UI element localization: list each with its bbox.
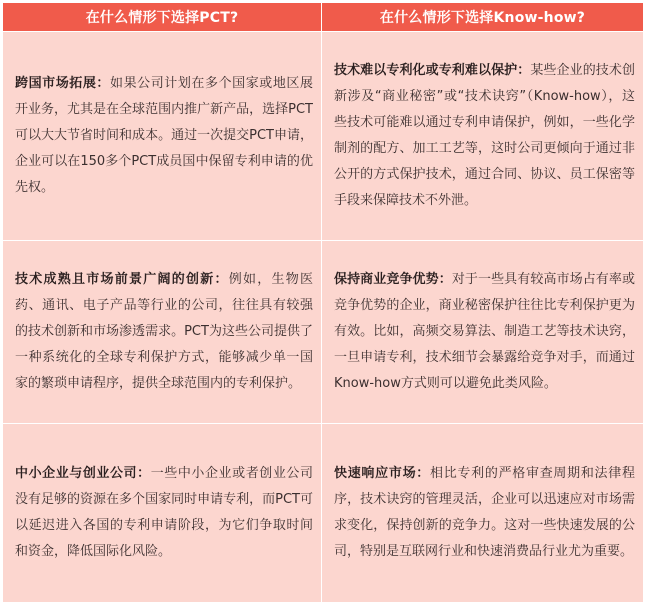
comparison-table	[2, 2, 644, 603]
header-knowhow: 在什么情形下选择Know-how?	[322, 3, 644, 32]
cell-text: 对于一些具有较高市场占有率或竞争优势的企业，商业秘密保护往往比专利保护更为有效。比如，高频交易算法、制造工艺等技术诀窍，一旦申请专利，技术细节会暴露给竞争对手，而通过Know-how方式则可以避免此类风险。	[334, 272, 635, 391]
cell-pct-sme-startups	[3, 424, 322, 603]
cell-text: 一些中小企业或者创业公司没有足够的资源在多个国家同时申请专利，而PCT可以延迟进入各国的专利申请阶段，为它们争取时间和资金，降低国际化风险。	[15, 466, 313, 559]
cell-knowhow-fast-response	[322, 424, 644, 603]
cell-text: 相比专利的严格审查周期和法律程序，技术诀窍的管理灵活，企业可以迅速应对市场需求变化，保持创新的竞争力。这对一些快速发展的公司，特别是互联网行业和快速消费品行业尤为重要。	[334, 466, 635, 559]
cell-knowhow-competitive-advantage	[322, 241, 644, 424]
table-row	[3, 32, 644, 241]
cell-term: 快速响应市场：	[334, 466, 430, 481]
table-row	[3, 424, 644, 603]
cell-term: 跨国市场拓展：	[15, 76, 110, 91]
table-header-row	[3, 3, 644, 32]
cell-text: 某些企业的技术创新涉及“商业秘密”或“技术诀窍”（Know-how），这些技术可能难以通过专利申请保护，例如，一些化学制剂的配方、加工工艺等，这时公司更倾向于通过非公开的方式保护技术，通过合同、协议、员工保密等手段来保障技术不外泄。	[334, 63, 635, 208]
cell-term: 保持商业竞争优势：	[334, 272, 452, 287]
cell-term: 中小企业与创业公司：	[15, 466, 151, 481]
table-row	[3, 241, 644, 424]
header-pct: 在什么情形下选择PCT?	[3, 3, 322, 32]
cell-knowhow-hard-to-patent	[322, 32, 644, 241]
cell-pct-mature-innovation	[3, 241, 322, 424]
cell-text: 例如，生物医药、通讯、电子产品等行业的公司，往往具有较强的技术创新和市场渗透需求。PCT为这些公司提供了一种系统化的全球专利保护方式，能够减少单一国家的繁琐申请程序，提供全球范围内的专利保护。	[15, 272, 313, 391]
cell-text: 如果公司计划在多个国家或地区展开业务，尤其是在全球范围内推广新产品，选择PCT可以大大节省时间和成本。通过一次提交PCT申请，企业可以在150多个PCT成员国中保留专利申请的优先权。	[15, 76, 313, 195]
cell-term: 技术难以专利化或专利难以保护：	[334, 63, 531, 78]
cell-pct-market-expansion	[3, 32, 322, 241]
cell-term: 技术成熟且市场前景广阔的创新：	[15, 272, 229, 287]
